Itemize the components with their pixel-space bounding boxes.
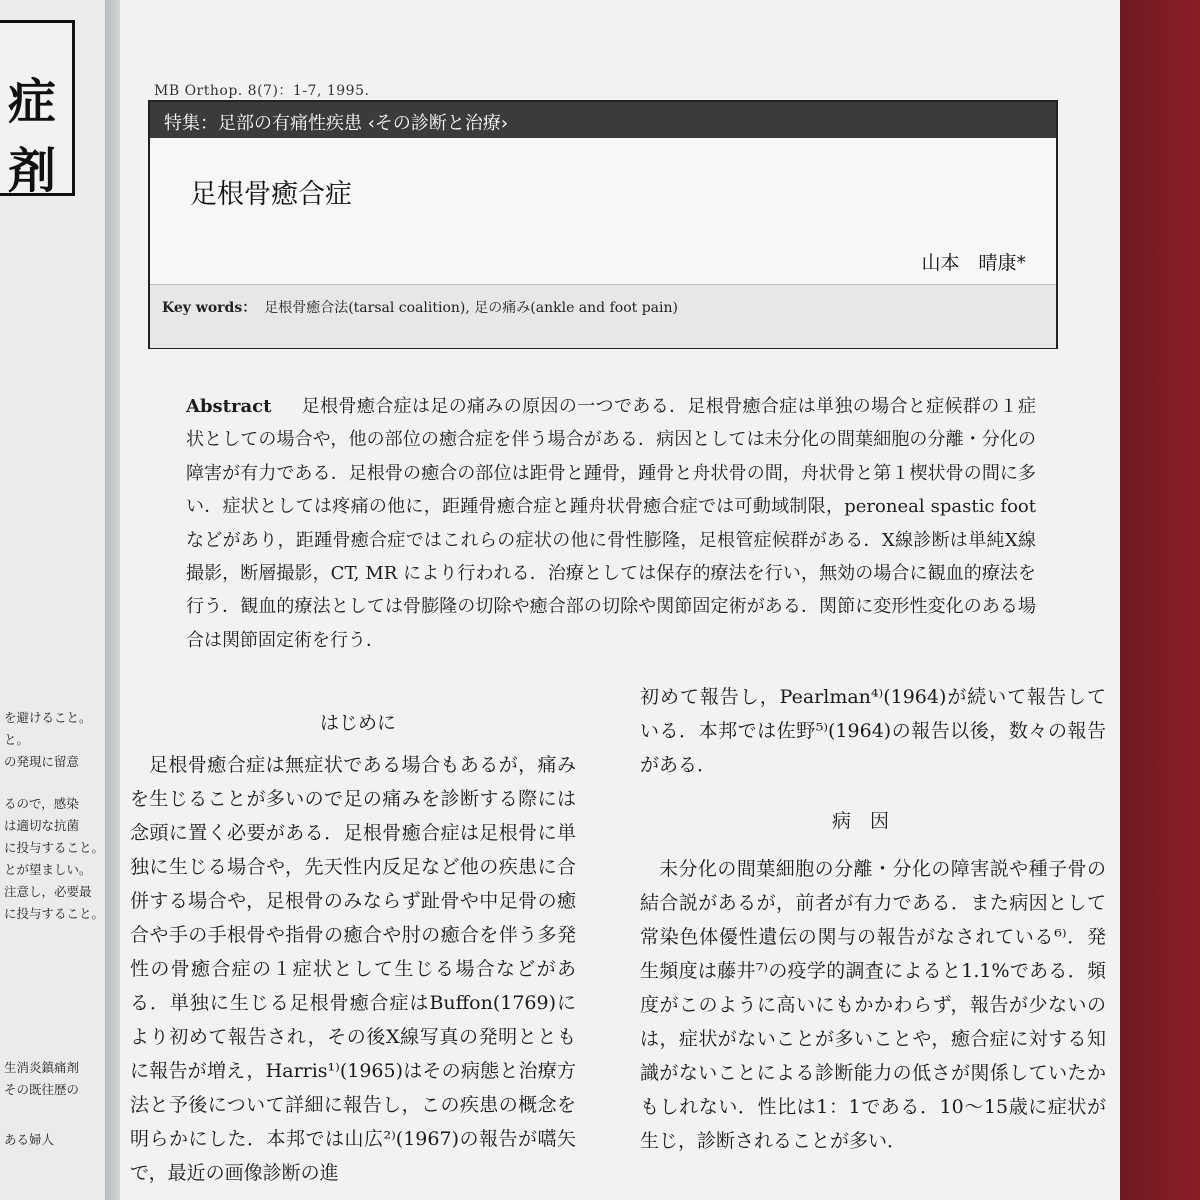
table-edge xyxy=(1120,0,1200,1200)
facing-page-line: とが望ましい。 xyxy=(4,862,92,877)
article-title: 足根骨癒合症 xyxy=(190,179,352,210)
facing-page-line: を避けること。 xyxy=(4,710,92,725)
right-column xyxy=(640,680,1106,782)
facing-page-title-box xyxy=(0,20,75,199)
facing-page-title: 症剤 xyxy=(8,74,57,199)
facing-page-line: 生消炎鎮痛剤 xyxy=(4,1060,80,1075)
journal-page xyxy=(120,0,1120,1200)
facing-page-line: は適切な抗菌 xyxy=(4,818,80,833)
facing-page-line: 注意し，必要最 xyxy=(4,884,92,899)
abstract-text: 足根骨癒合症は足の痛みの原因の一つである．足根骨癒合症は単独の場合と症候群の１症状としての場合や，他の部位の癒合症を伴う場合がある．病因としては未分化の間葉細胞の分離・分化の障害が有力である．足根骨の癒合の部位は距骨と踵骨，踵骨と舟状骨の間，舟状骨と第１楔状骨の間に多い．症状としては疼痛の他に，距踵骨癒合症と踵舟状骨癒合症では可動域制限，peroneal spastic foot などがあり，距踵骨癒合症ではこれらの症状の他に骨性膨隆，足根管症候群がある．X線診断は単純X線撮影，断層撮影，CT, MR により行われる．治療としては保存的療法を行い，無効の場合に観血的療法を行う．観血的療法としては骨膨隆の切除や癒合部の切除や関節固定術がある．関節に変形性変化のある場合は関節固定術を行う． xyxy=(186,396,1036,651)
left-column xyxy=(130,748,576,1190)
citation: MB Orthop. 8(7)：1-7, 1995. xyxy=(154,83,370,99)
facing-page-line: るので，感染 xyxy=(4,796,79,811)
right-column-continuation: 初めて報告し，Pearlman⁴⁾(1964)が続いて報告している．本邦では佐野⁵⁾(1964)の報告以後，数々の報告がある． xyxy=(640,686,1106,776)
author: 山本 晴康* xyxy=(921,252,1026,274)
keywords: 足根骨癒合法(tarsal coalition), 足の痛み(ankle and foot pain) xyxy=(264,300,678,316)
abstract-label: Abstract xyxy=(186,396,272,417)
cause-column xyxy=(640,852,1106,1158)
article-header xyxy=(148,100,1058,349)
facing-page-line: の発現に留意 xyxy=(4,754,80,769)
facing-page-line: に投与すること。 xyxy=(4,906,105,921)
cause-heading: 病 因 xyxy=(832,810,890,832)
facing-page-line: その既往歴の xyxy=(4,1082,80,1097)
facing-page xyxy=(0,0,107,1200)
feature-title: 特集：足部の有痛性疾患 ‹その診断と治療› xyxy=(164,113,509,134)
keywords-label: Key words： xyxy=(162,300,257,316)
feature-banner xyxy=(150,102,1056,138)
facing-page-line: ある婦人 xyxy=(4,1132,55,1147)
abstract xyxy=(186,390,1036,657)
intro-paragraph: 足根骨癒合症は無症状である場合もあるが，痛みを生じることが多いので足の痛みを診断する際には念頭に置く必要がある．足根骨癒合症は足根骨に単独に生じる場合や，先天性内反足など他の疾患に合併する場合や，足根骨のみならず趾骨や中足骨の癒合や手の手根骨や指骨の癒合や肘の癒合を伴う多発性の骨癒合症の１症状として生じる場合などがある．単独に生じる足根骨癒合症はBuffon(1769)により初めて報告され，その後X線写真の発明とともに報告が増え，Harris¹⁾(1965)はその病態と治療方法と予後について詳細に報告し，この疾患の概念を明らかにした．本邦では山広²⁾(1967)の報告が嚆矢で，最近の画像診断の進 xyxy=(130,754,576,1184)
cause-paragraph: 未分化の間葉細胞の分離・分化の障害説や種子骨の結合説があるが，前者が有力である．また病因として常染色体優性遺伝の関与の報告がなされている⁶⁾．発生頻度は藤井⁷⁾の疫学的調査によると1.1%である．頻度がこのように高いにもかかわらず，報告が少ないのは，症状がないことが多いことや，癒合症に対する知識がないことによる診断能力の低さが関係していたかもしれない．性比は1：1である．10〜15歳に症状が生じ，診断されることが多い． xyxy=(640,858,1106,1152)
intro-heading: はじめに xyxy=(320,712,397,734)
facing-page-line: と。 xyxy=(4,732,30,747)
keywords-bar xyxy=(150,284,1056,348)
facing-page-line: に投与すること。 xyxy=(4,840,105,855)
